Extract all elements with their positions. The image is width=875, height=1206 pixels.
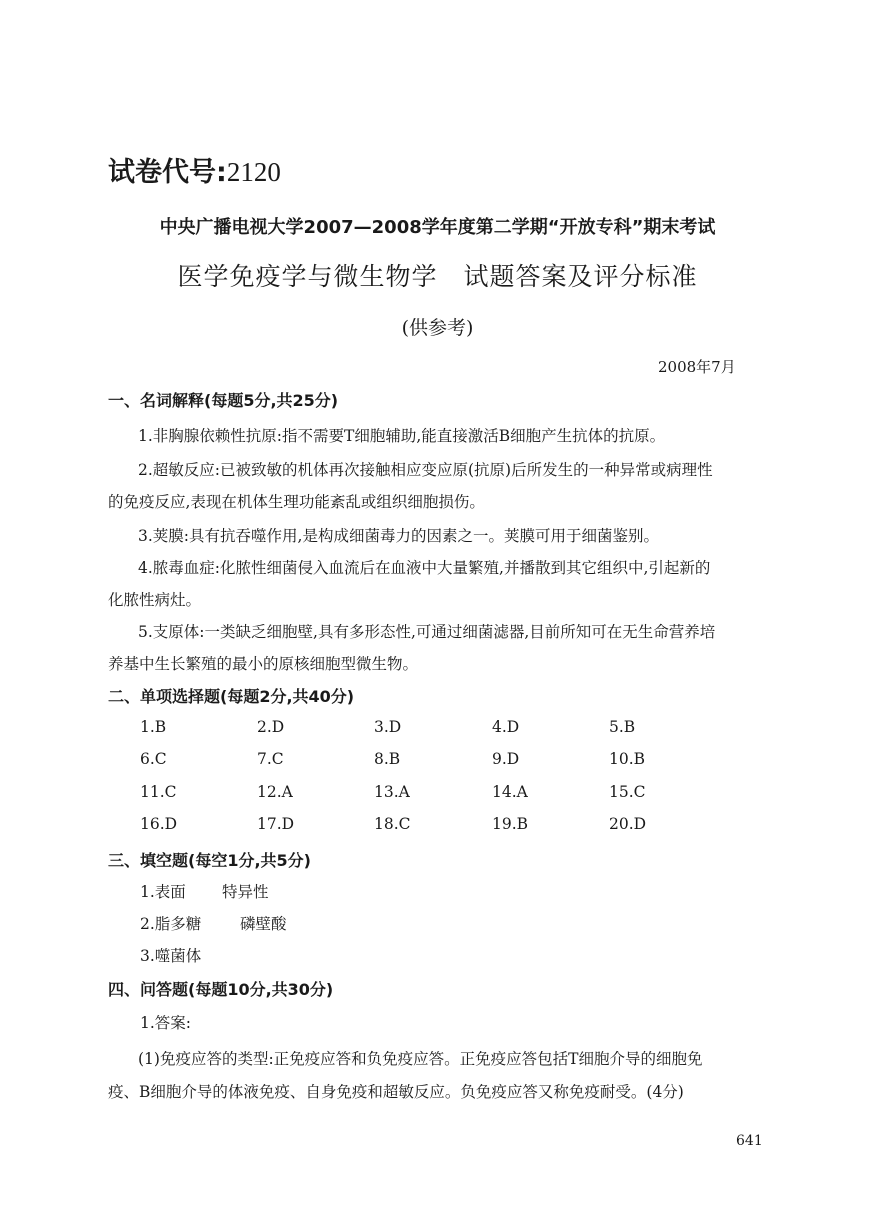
fill-blank-1-number: 1.表面 bbox=[140, 883, 186, 901]
answer-paragraph-line-2: 疫、B细胞介导的体液免疫、自身免疫和超敏反应。负免疫应答又称免疫耐受。(4分) bbox=[108, 1083, 684, 1101]
section4-heading: 四、问答题(每题10分,共30分) bbox=[108, 980, 334, 999]
definition-2-line-2: 的免疫反应,表现在机体生理功能紊乱或组织细胞损伤。 bbox=[108, 493, 485, 511]
definition-4-line-2: 化脓性病灶。 bbox=[108, 591, 202, 609]
definition-2-line-1: 2.超敏反应:已被致敏的机体再次接触相应变应原(抗原)后所发生的一种异常或病理性 bbox=[138, 461, 713, 479]
mc-answer: 5.B bbox=[609, 718, 636, 736]
university-exam-line: 中央广播电视大学2007—2008学年度第二学期“开放专科”期末考试 bbox=[159, 217, 716, 238]
definition-1-line-1: 1.非胸腺依赖性抗原:指不需要T细胞辅助,能直接激活B细胞产生抗体的抗原。 bbox=[138, 427, 666, 445]
document-title: 医学免疫学与微生物学 试题答案及评分标准 bbox=[177, 262, 698, 291]
fill-blank-2-number: 2.脂多糖 bbox=[140, 915, 202, 933]
mc-answer: 19.B bbox=[492, 815, 529, 833]
section3-heading: 三、填空题(每空1分,共5分) bbox=[108, 851, 311, 870]
document-subtitle: (供参考) bbox=[401, 317, 474, 339]
mc-answer: 15.C bbox=[609, 783, 646, 801]
mc-answer: 3.D bbox=[374, 718, 402, 736]
mc-answer: 1.B bbox=[140, 718, 167, 736]
answer-label: 1.答案: bbox=[140, 1014, 192, 1032]
fill-blank-2-answer: 磷壁酸 bbox=[240, 915, 287, 933]
mc-answer: 9.D bbox=[492, 750, 520, 768]
mc-answer: 10.B bbox=[609, 750, 646, 768]
document-date: 2008年7月 bbox=[658, 358, 736, 376]
mc-answer: 16.D bbox=[140, 815, 178, 833]
section2-heading: 二、单项选择题(每题2分,共40分) bbox=[108, 687, 355, 706]
mc-answer: 17.D bbox=[257, 815, 295, 833]
exam-code-number: 2120 bbox=[226, 157, 281, 187]
definition-3-line-1: 3.荚膜:具有抗吞噬作用,是构成细菌毒力的因素之一。荚膜可用于细菌鉴别。 bbox=[138, 527, 659, 545]
definition-4-line-1: 4.脓毒血症:化脓性细菌侵入血流后在血液中大量繁殖,并播散到其它组织中,引起新的 bbox=[138, 559, 711, 577]
mc-answer: 6.C bbox=[140, 750, 167, 768]
definition-5-line-2: 养基中生长繁殖的最小的原核细胞型微生物。 bbox=[108, 655, 419, 673]
section1-heading: 一、名词解释(每题5分,共25分) bbox=[108, 391, 339, 410]
mc-answer: 18.C bbox=[374, 815, 411, 833]
mc-answer: 7.C bbox=[257, 750, 284, 768]
mc-answer: 20.D bbox=[609, 815, 647, 833]
mc-answer: 2.D bbox=[257, 718, 285, 736]
mc-answer: 12.A bbox=[257, 783, 293, 801]
mc-answer: 11.C bbox=[140, 783, 177, 801]
page-number: 641 bbox=[736, 1133, 763, 1149]
mc-answer: 4.D bbox=[492, 718, 520, 736]
fill-blank-1-answer: 特异性 bbox=[222, 883, 269, 901]
mc-answer: 13.A bbox=[374, 783, 410, 801]
exam-code-label: 试卷代号: bbox=[108, 157, 227, 188]
answer-paragraph-line-1: (1)免疫应答的类型:正免疫应答和负免疫应答。正免疫应答包括T细胞介导的细胞免 bbox=[138, 1050, 703, 1068]
definition-5-line-1: 5.支原体:一类缺乏细胞壁,具有多形态性,可通过细菌滤器,目前所知可在无生命营养培 bbox=[138, 623, 716, 641]
mc-answer: 8.B bbox=[374, 750, 401, 768]
fill-blank-3-number: 3.噬菌体 bbox=[140, 947, 202, 965]
exam-code bbox=[108, 150, 281, 189]
mc-answer: 14.A bbox=[492, 783, 528, 801]
